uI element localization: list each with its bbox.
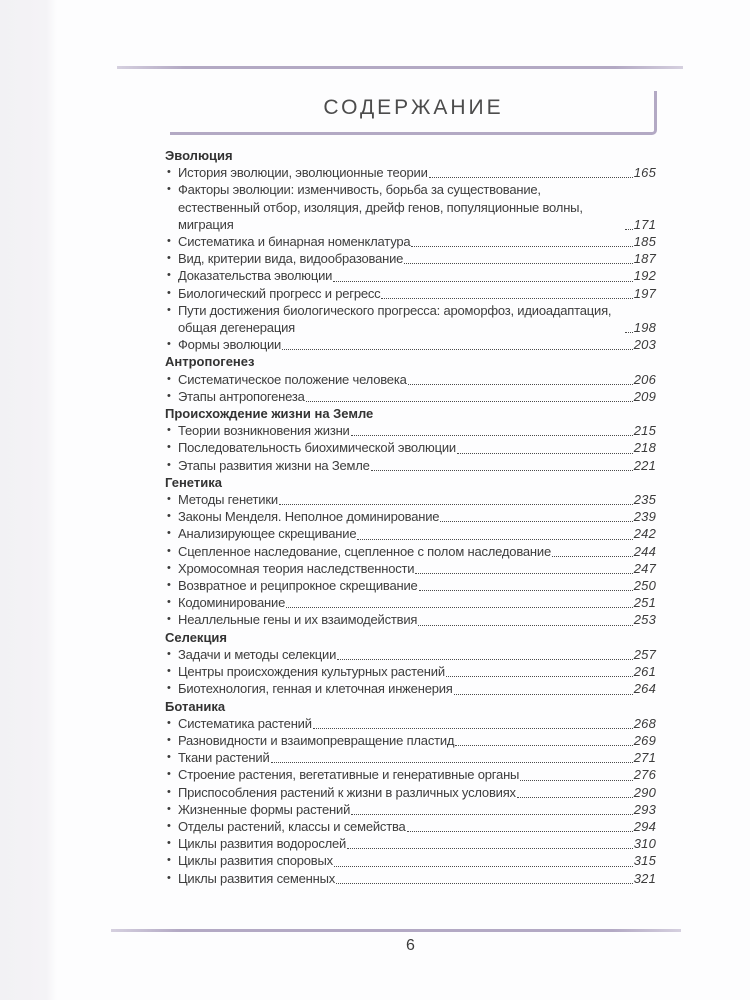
bullet-icon: • bbox=[167, 252, 171, 265]
toc-entry bbox=[165, 766, 656, 783]
dot-leader-icon bbox=[282, 349, 633, 350]
dot-leader-icon bbox=[347, 848, 633, 849]
dot-leader-icon bbox=[418, 625, 632, 626]
page-number: 6 bbox=[406, 937, 415, 954]
dot-leader-icon bbox=[517, 797, 633, 798]
toc-entry-label: Формы эволюции bbox=[178, 337, 282, 353]
toc-entry-page-number: 206 bbox=[633, 371, 656, 387]
toc-entry bbox=[165, 508, 656, 525]
bullet-icon: • bbox=[167, 785, 171, 798]
dot-leader-icon bbox=[552, 556, 633, 557]
toc-entry-page-number: 268 bbox=[633, 715, 656, 731]
toc-entry bbox=[165, 784, 656, 801]
dot-leader-icon bbox=[440, 521, 632, 522]
toc-entry-page-number: 269 bbox=[633, 732, 656, 748]
top-divider-line bbox=[117, 66, 683, 69]
toc-entry-page-number: 215 bbox=[633, 423, 656, 439]
dot-leader-icon bbox=[337, 659, 633, 660]
toc-entry-label: Систематическое положение человека bbox=[178, 371, 407, 387]
bullet-icon: • bbox=[167, 579, 171, 592]
dot-leader-icon bbox=[351, 435, 633, 436]
dot-leader-icon bbox=[520, 780, 633, 781]
bullet-icon: • bbox=[167, 854, 171, 867]
dot-leader-icon bbox=[381, 298, 632, 299]
toc-entry bbox=[165, 577, 656, 594]
bullet-icon: • bbox=[167, 303, 171, 316]
bullet-icon: • bbox=[167, 183, 171, 196]
toc-entry-label: Биотехнология, генная и клеточная инженерия bbox=[178, 681, 453, 697]
toc-entry-page-number: 171 bbox=[633, 216, 656, 232]
toc-entry-label: Законы Менделя. Неполное доминирование bbox=[178, 509, 440, 525]
toc-entry-label: Вид, критерии вида, видообразование bbox=[178, 251, 404, 267]
bullet-icon: • bbox=[167, 819, 171, 832]
toc-entry-label: Циклы развития семенных bbox=[178, 870, 336, 886]
toc-entry-label: Пути достижения биологического прогресса: ароморфоз, идиоадаптация, общая дегенерация bbox=[178, 302, 612, 336]
bullet-icon: • bbox=[167, 544, 171, 557]
toc-entry-page-number: 264 bbox=[633, 681, 656, 697]
toc-entry bbox=[165, 164, 656, 181]
dot-leader-icon bbox=[625, 332, 633, 333]
dot-leader-icon bbox=[625, 229, 633, 230]
toc-entry-page-number: 239 bbox=[633, 509, 656, 525]
toc-section bbox=[165, 629, 656, 698]
dot-leader-icon bbox=[271, 762, 633, 763]
dot-leader-icon bbox=[333, 281, 632, 282]
toc-entry bbox=[165, 835, 656, 852]
toc-entry-label: Этапы антропогенеза bbox=[178, 388, 305, 404]
toc-entry-label: Кодоминирование bbox=[178, 595, 286, 611]
toc-entry-label: Строение растения, вегетативные и генеративные органы bbox=[178, 767, 520, 783]
toc-entry bbox=[165, 267, 656, 284]
toc-entry-page-number: 244 bbox=[633, 543, 656, 559]
page-title: СОДЕРЖАНИЕ bbox=[323, 96, 504, 119]
dot-leader-icon bbox=[336, 883, 633, 884]
toc-entry-label: Биологический прогресс и регресс bbox=[178, 285, 381, 301]
toc-entry bbox=[165, 801, 656, 818]
toc-entry-label: Отделы растений, классы и семейства bbox=[178, 818, 406, 834]
toc-entry-label: Систематика и бинарная номенклатура bbox=[178, 234, 411, 250]
toc-section bbox=[165, 698, 656, 887]
toc-entry-label: Приспособления растений к жизни в различных условиях bbox=[178, 784, 516, 800]
dot-leader-icon bbox=[334, 866, 633, 867]
toc-entry-page-number: 251 bbox=[633, 595, 656, 611]
dot-leader-icon bbox=[313, 728, 633, 729]
bullet-icon: • bbox=[167, 527, 171, 540]
toc-entry bbox=[165, 233, 656, 250]
bullet-icon: • bbox=[167, 286, 171, 299]
toc-entry bbox=[165, 371, 656, 388]
dot-leader-icon bbox=[455, 745, 632, 746]
dot-leader-icon bbox=[404, 263, 632, 264]
toc-entry-page-number: 310 bbox=[633, 836, 656, 852]
dot-leader-icon bbox=[454, 694, 633, 695]
bullet-icon: • bbox=[167, 493, 171, 506]
toc-entry-page-number: 294 bbox=[633, 818, 656, 834]
toc-entry-label: Жизненные формы растений bbox=[178, 801, 351, 817]
bullet-icon: • bbox=[167, 802, 171, 815]
toc-entry-label: Центры происхождения культурных растений bbox=[178, 664, 445, 680]
toc-section-heading: Селекция bbox=[165, 629, 228, 645]
dot-leader-icon bbox=[407, 831, 633, 832]
toc-entry-label: Возвратное и реципрокное скрещивание bbox=[178, 578, 418, 594]
toc-entry bbox=[165, 663, 656, 680]
bullet-icon: • bbox=[167, 596, 171, 609]
dot-leader-icon bbox=[408, 384, 633, 385]
toc-entry bbox=[165, 250, 656, 267]
toc-entry-label: Последовательность биохимической эволюции bbox=[178, 440, 456, 456]
toc-entry bbox=[165, 525, 656, 542]
toc-entry-page-number: 209 bbox=[633, 388, 656, 404]
dot-leader-icon bbox=[351, 814, 633, 815]
toc-entry-page-number: 203 bbox=[633, 337, 656, 353]
toc-entry bbox=[165, 439, 656, 456]
scan-page-edge-shadow bbox=[0, 0, 57, 1000]
toc-entry-page-number: 165 bbox=[633, 165, 656, 181]
toc-entry-page-number: 192 bbox=[633, 268, 656, 284]
toc-entry-label: Циклы развития споровых bbox=[178, 853, 333, 869]
toc-section-heading: Ботаника bbox=[165, 698, 226, 714]
toc-entry-page-number: 250 bbox=[633, 578, 656, 594]
toc-entry-label: Факторы эволюции: изменчивость, борьба за существование, естественный отбор, изоляция, дрейф генов, популяционные волны, миграция bbox=[178, 182, 583, 232]
toc-entry-label: Сцепленное наследование, сцепленное с полом наследование bbox=[178, 543, 551, 559]
toc-entry bbox=[165, 594, 656, 611]
bullet-icon: • bbox=[167, 716, 171, 729]
bullet-icon: • bbox=[167, 647, 171, 660]
toc-entry-label: Теории возникновения жизни bbox=[178, 423, 350, 439]
toc-section-heading: Эволюция bbox=[165, 148, 233, 163]
bullet-icon: • bbox=[167, 871, 171, 884]
bullet-icon: • bbox=[167, 613, 171, 626]
dot-leader-icon bbox=[357, 539, 632, 540]
dot-leader-icon bbox=[429, 177, 633, 178]
toc-entry bbox=[165, 181, 656, 233]
bullet-icon: • bbox=[167, 269, 171, 282]
dot-leader-icon bbox=[446, 676, 633, 677]
dot-leader-icon bbox=[279, 504, 633, 505]
bullet-icon: • bbox=[167, 424, 171, 437]
toc-entry bbox=[165, 285, 656, 302]
toc-entry-label: Хромосомная теория наследственности bbox=[178, 560, 415, 576]
toc-entry-label: Методы генетики bbox=[178, 492, 278, 508]
toc-entry-page-number: 221 bbox=[633, 457, 656, 473]
toc-entry-label: Ткани растений bbox=[178, 750, 270, 766]
bullet-icon: • bbox=[167, 751, 171, 764]
toc-entry bbox=[165, 560, 656, 577]
toc-entry bbox=[165, 818, 656, 835]
bottom-divider-line bbox=[111, 929, 681, 932]
toc-entry-page-number: 276 bbox=[633, 767, 656, 783]
toc-section-heading: Генетика bbox=[165, 474, 222, 490]
toc-entry-page-number: 293 bbox=[633, 801, 656, 817]
title-area bbox=[170, 96, 657, 120]
toc-section-heading: Антропогенез bbox=[165, 354, 255, 370]
toc-section bbox=[165, 405, 656, 474]
toc-entry bbox=[165, 611, 656, 628]
dot-leader-icon bbox=[457, 453, 633, 454]
dot-leader-icon bbox=[286, 607, 633, 608]
toc-entry-page-number: 253 bbox=[633, 612, 656, 628]
toc-entry-page-number: 198 bbox=[633, 320, 656, 336]
toc-entry bbox=[165, 646, 656, 663]
toc-entry bbox=[165, 732, 656, 749]
toc-entry-page-number: 185 bbox=[633, 234, 656, 250]
bullet-icon: • bbox=[167, 338, 171, 351]
bullet-icon: • bbox=[167, 441, 171, 454]
toc-entry-label: Циклы развития водорослей bbox=[178, 836, 347, 852]
bullet-icon: • bbox=[167, 561, 171, 574]
toc-entry-page-number: 247 bbox=[633, 560, 656, 576]
bullet-icon: • bbox=[167, 768, 171, 781]
toc-entry-page-number: 271 bbox=[633, 750, 656, 766]
bullet-icon: • bbox=[167, 166, 171, 179]
toc-entry-page-number: 218 bbox=[633, 440, 656, 456]
toc-entry-page-number: 235 bbox=[633, 492, 656, 508]
bullet-icon: • bbox=[167, 733, 171, 746]
bullet-icon: • bbox=[167, 837, 171, 850]
bullet-icon: • bbox=[167, 510, 171, 523]
toc-section bbox=[165, 474, 656, 629]
toc-entry-page-number: 242 bbox=[633, 526, 656, 542]
toc-entry-label: Задачи и методы селекции bbox=[178, 646, 337, 662]
bullet-icon: • bbox=[167, 458, 171, 471]
toc-entry-page-number: 290 bbox=[633, 784, 656, 800]
bullet-icon: • bbox=[167, 372, 171, 385]
toc-entry-page-number: 257 bbox=[633, 646, 656, 662]
toc-entry-page-number: 197 bbox=[633, 285, 656, 301]
dot-leader-icon bbox=[411, 246, 632, 247]
toc-section-heading: Происхождение жизни на Земле bbox=[165, 406, 374, 422]
toc-entry bbox=[165, 543, 656, 560]
toc-entry-label: История эволюции, эволюционные теории bbox=[178, 165, 428, 181]
dot-leader-icon bbox=[371, 470, 633, 471]
toc-section bbox=[165, 353, 656, 405]
dot-leader-icon bbox=[419, 590, 633, 591]
dot-leader-icon bbox=[415, 573, 632, 574]
toc-entry bbox=[165, 749, 656, 766]
toc-entry-label: Доказательства эволюции bbox=[178, 268, 333, 284]
toc-entry bbox=[165, 422, 656, 439]
toc-entry bbox=[165, 491, 656, 508]
dot-leader-icon bbox=[306, 401, 633, 402]
bullet-icon: • bbox=[167, 682, 171, 695]
toc-entry-label: Систематика растений bbox=[178, 715, 312, 731]
toc-entry bbox=[165, 852, 656, 869]
toc-entry bbox=[165, 457, 656, 474]
toc-section bbox=[165, 147, 656, 353]
toc-entry bbox=[165, 302, 656, 336]
toc-entry bbox=[165, 388, 656, 405]
toc-entry-page-number: 321 bbox=[633, 870, 656, 886]
toc-entry bbox=[165, 715, 656, 732]
toc-entry-label: Неаллельные гены и их взаимодействия bbox=[178, 612, 418, 628]
toc-entry-label: Этапы развития жизни на Земле bbox=[178, 457, 370, 473]
toc-entry bbox=[165, 336, 656, 353]
toc-entry bbox=[165, 870, 656, 887]
toc-entry-label: Разновидности и взаимопревращение пластид bbox=[178, 732, 455, 748]
bullet-icon: • bbox=[167, 235, 171, 248]
toc-entry bbox=[165, 680, 656, 697]
bullet-icon: • bbox=[167, 665, 171, 678]
bullet-icon: • bbox=[167, 389, 171, 402]
toc-entry-page-number: 187 bbox=[633, 251, 656, 267]
toc-entry-page-number: 315 bbox=[633, 853, 656, 869]
toc-entry-page-number: 261 bbox=[633, 664, 656, 680]
toc-entry-label: Анализирующее скрещивание bbox=[178, 526, 357, 542]
table-of-contents bbox=[165, 147, 656, 887]
